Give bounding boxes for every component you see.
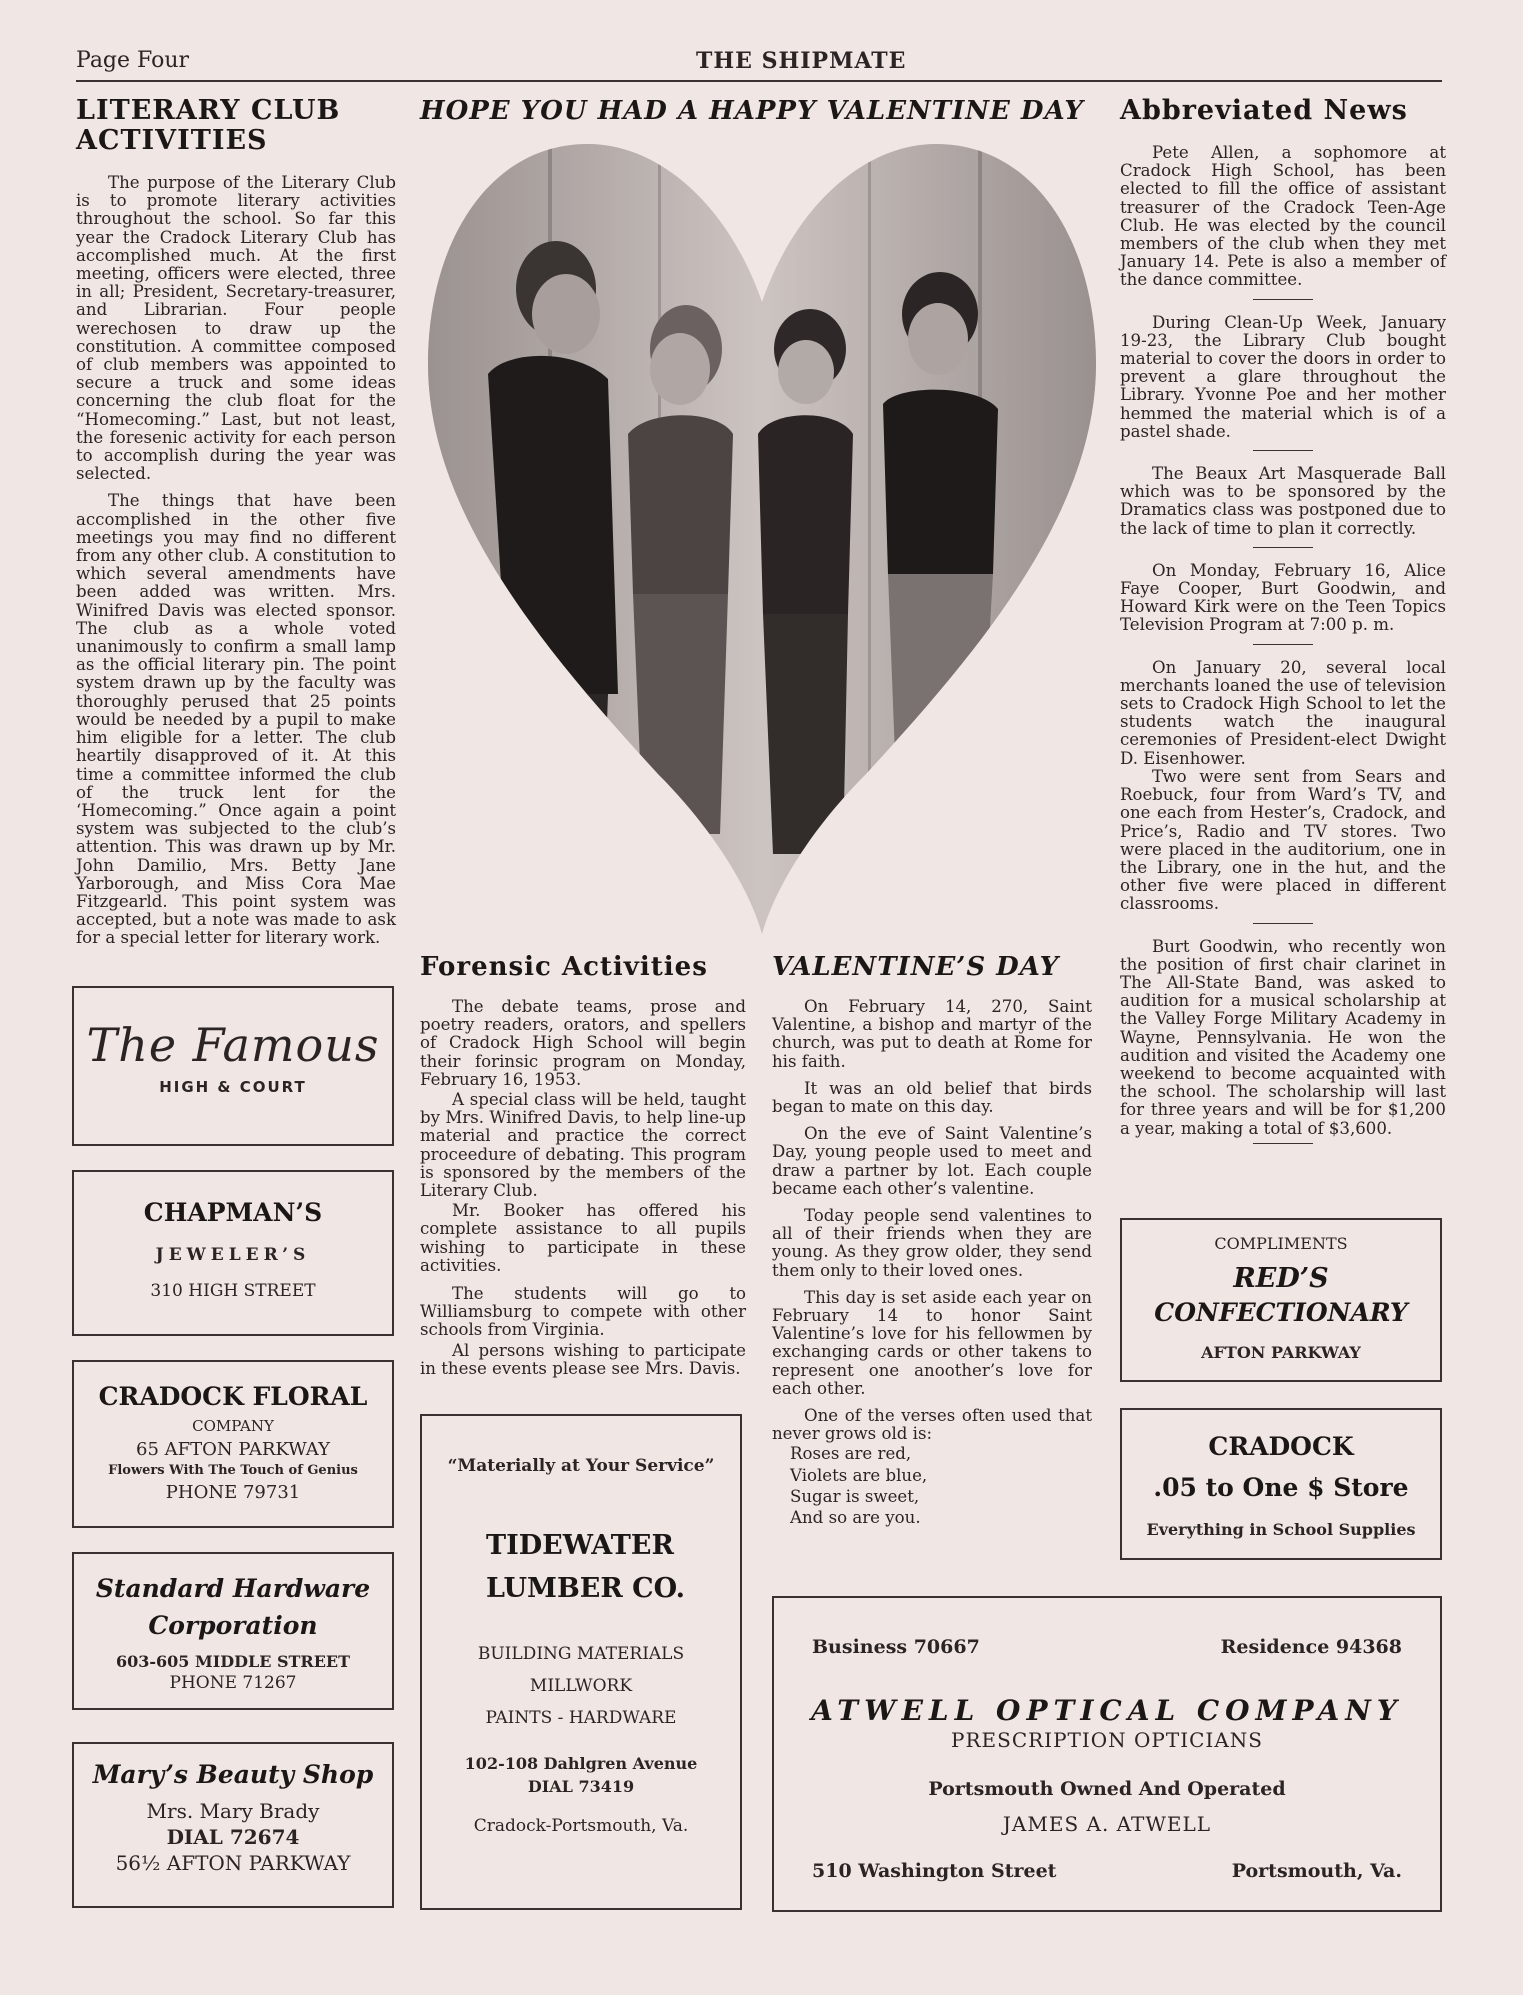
ad-tidewater-lumber (420, 1414, 742, 1910)
news-item: Two were sent from Sears and Roebuck, four from Ward’s TV, and one each from Hester’s, Cradock, and Price’s, Radio and TV stores. Two were placed in the auditorium, one in the Library, one in the hut, and the other five were placed in different classrooms. (1120, 766, 1446, 914)
beauty-name: Mary’s Beauty Shop (92, 1760, 374, 1789)
forensic-para: Mr. Booker has offered his complete assistance to all pupils wishing to participate in these activities. (420, 1201, 746, 1275)
news-separator (1253, 644, 1313, 645)
verse-line: Roses are red, (790, 1444, 912, 1464)
ad-standard-hardware (72, 1552, 394, 1710)
news-separator (1253, 450, 1313, 451)
forensic-para: A special class will be held, taught by Mrs. Winifred Davis, to help line-up material and practice the correct proceedure of debating. This program is sponsored by the members of the Literary Club. (420, 1090, 746, 1201)
literary-body (76, 174, 396, 948)
store-name2: .05 to One $ Store (1153, 1473, 1409, 1502)
reds-top: COMPLIMENTS (1214, 1234, 1348, 1253)
beauty-dial: DIAL 72674 (166, 1825, 300, 1849)
news-article (1120, 96, 1446, 1158)
atwell-address: 510 Washington Street (812, 1860, 1057, 1882)
hardware-name2: Corporation (148, 1611, 318, 1640)
reds-name2: CONFECTIONARY (1154, 1298, 1408, 1327)
atwell-sub: PRESCRIPTION OPTICIANS (951, 1728, 1263, 1752)
valentine-banner: HOPE YOU HAD A HAPPY VALENTINE DAY (420, 96, 1084, 126)
atwell-residence: Residence 94368 (1220, 1636, 1402, 1658)
beauty-owner: Mrs. Mary Brady (146, 1799, 320, 1823)
page-number: Page Four (76, 48, 190, 73)
news-separator (1253, 299, 1313, 300)
hardware-address: 603-605 MIDDLE STREET (115, 1652, 351, 1671)
news-item: On January 20, several local merchants loaned the use of television sets to Cradock High School to let the students watch the inaugural ceremonies of President-elect Dwight D. Eisenhower. (1120, 657, 1446, 768)
ad-chapmans (72, 1170, 394, 1336)
verse-line: Violets are blue, (790, 1465, 928, 1485)
news-item: On Monday, February 16, Alice Faye Cooper, Burt Goodwin, and Howard Kirk were on the Teen Topics Television Program at 7:00 p. m. (1120, 560, 1446, 635)
reds-name1: RED’S (1233, 1263, 1329, 1294)
heart-photo (428, 134, 1096, 944)
reds-address: AFTON PARKWAY (1201, 1343, 1361, 1362)
news-separator (1253, 1143, 1313, 1144)
floral-line2: COMPANY (192, 1417, 274, 1435)
valentines-body (772, 998, 1092, 1527)
floral-address: 65 AFTON PARKWAY (136, 1439, 330, 1460)
valentines-para: On the eve of Saint Valentine’s Day, young people used to meet and draw a partner by lot. Each couple became each other’s valentine. (772, 1124, 1092, 1198)
famous-logo: The Famous (86, 1018, 380, 1072)
floral-slogan: Flowers With The Touch of Genius (108, 1463, 358, 1478)
news-item: Pete Allen, a sophomore at Cradock High School, has been elected to fill the office of assistant treasurer of the Cradock Teen-Age Club. He was elected by the council members of the club when they met January 14. Pete is also a member of the dance committee. (1120, 143, 1446, 290)
news-title: Abbreviated News (1120, 95, 1408, 126)
tidewater-name2: LUMBER CO. (486, 1573, 686, 1604)
atwell-city: Portsmouth, Va. (1231, 1860, 1402, 1882)
verse-line: Sugar is sweet, (790, 1486, 920, 1506)
hardware-phone: PHONE 71267 (169, 1673, 297, 1693)
store-name1: CRADOCK (1208, 1432, 1354, 1461)
ad-marys-beauty-shop (72, 1742, 394, 1908)
valentines-para: It was an old belief that birds began to mate on this day. (772, 1078, 1092, 1117)
tidewater-line3: PAINTS - HARDWARE (485, 1708, 677, 1728)
ad-cradock-store (1120, 1408, 1442, 1560)
literary-title: LITERARY CLUB ACTIVITIES (76, 95, 341, 156)
forensic-para: Al persons wishing to participate in these events please see Mrs. Davis. (420, 1340, 746, 1378)
ad-cradock-floral (72, 1360, 394, 1528)
forensic-para: The debate teams, prose and poetry readers, orators, and spellers of Cradock High School will begin their forinsic program on Monday, February 16, 1953. (420, 997, 746, 1089)
floral-name: CRADOCK FLORAL (98, 1382, 368, 1411)
tidewater-name1: TIDEWATER (486, 1530, 674, 1561)
atwell-business: Business 70667 (812, 1636, 980, 1658)
news-item: During Clean-Up Week, January 19-23, the Library Club bought material to cover the doors in order to prevent a glare throughout the Library. Yvonne Poe and her mother hemmed the material which is of a pastel shade. (1120, 312, 1446, 441)
ad-the-famous (72, 986, 394, 1146)
store-slogan: Everything in School Supplies (1146, 1520, 1416, 1539)
tidewater-dial: DIAL 73419 (527, 1777, 635, 1796)
valentines-para: On February 14, 270, Saint Valentine, a bishop and martyr of the church, was put to death at Rome for his faith. (772, 997, 1092, 1071)
ad-reds-confectionary (1120, 1218, 1442, 1382)
tidewater-address: 102-108 Dahlgren Avenue (464, 1754, 698, 1773)
literary-article (76, 96, 396, 957)
tidewater-city: Cradock-Portsmouth, Va. (473, 1816, 689, 1836)
forensic-title: Forensic Activities (420, 952, 708, 982)
tidewater-slogan: “Materially at Your Service” (447, 1456, 715, 1476)
atwell-name: ATWELL OPTICAL COMPANY (811, 1694, 1403, 1727)
beauty-address: 56½ AFTON PARKWAY (115, 1851, 351, 1875)
news-separator (1253, 923, 1313, 924)
forensic-article (420, 952, 746, 1387)
forensic-para: The students will go to Williamsburg to compete with other schools from Virginia. (420, 1284, 746, 1340)
paper-title: THE SHIPMATE (696, 48, 907, 74)
tidewater-line2: MILLWORK (529, 1676, 633, 1696)
hardware-name1: Standard Hardware (95, 1574, 371, 1603)
chapman-name: CHAPMAN’S (143, 1198, 323, 1227)
literary-p1: The purpose of the Literary Club is to promote literary activities throughout the school. So far this year the Cradock Literary Club has accomplished much. At the first meeting, officers were elected, three in all; President, Secretary-treasurer, and Librarian. Four people werechosen to draw up the constitution. A committee composed of club members was appointed to secure a truck and some ideas concerning the club float for the “Homecoming.” Last, but not least, the foresenic activity for each person to accomplish during the year was selected. (76, 173, 396, 484)
forensic-body (420, 998, 746, 1378)
news-item: The Beaux Art Masquerade Ball which was to be sponsored by the Dramatics class was postponed due to the lack of time to plan it correctly. (1120, 464, 1446, 538)
atwell-owned: Portsmouth Owned And Operated (928, 1778, 1286, 1800)
valentines-para: One of the verses often used that never grows old is: (772, 1406, 1092, 1444)
famous-sub: HIGH & COURT (159, 1078, 307, 1096)
news-item: Burt Goodwin, who recently won the position of first chair clarinet in The All-State Band, was asked to audition for a musical scholarship at the Valley Forge Military Academy in Wayne, Pennsylvania. He won the audition and visited the Academy one weekend to become acquainted with the school. The scholarship will last for three years and will be for $1,200 a year, making a total of $3,600. (1120, 936, 1446, 1138)
chapman-line2: JEWELER’S (155, 1245, 311, 1265)
valentines-article (772, 952, 1092, 1530)
valentines-title: VALENTINE’S DAY (772, 952, 1060, 982)
chapman-address: 310 HIGH STREET (150, 1281, 316, 1301)
verse-line: And so are you. (790, 1508, 921, 1528)
tidewater-line1: BUILDING MATERIALS (477, 1644, 685, 1664)
literary-p2: The things that have been accomplished in the other five meetings you may find no different from any other club. A constitution to which several amendments have been added was written. Mrs. Winifred Davis was elected sponsor. The club as a whole voted unanimously to confirm a small lamp as the official literary pin. The point system drawn up by the faculty was thoroughly perused that 25 points would be needed by a pupil to make him eligible for a letter. The club heartily disapproved of it. At this time a committee informed the club of the truck lent for the ‘Homecoming.” Once again a point system was subjected to the club’s attention. This was drawn up by Mr. John Damilio, Mrs. Betty Jane Yarborough, and Miss Cora Mae Fitzgearld. This point system was accepted, but a note was made to ask for a special letter for literary work. (76, 491, 396, 948)
header-rule (76, 80, 1442, 82)
valentines-para: This day is set aside each year on February 14 to honor Saint Valentine’s love for his fellowmen by exchanging cards or other takens to represent one anoother’s love for each other. (772, 1287, 1092, 1398)
ad-atwell-optical (772, 1596, 1442, 1912)
valentines-para: Today people send valentines to all of their friends when they are young. As they grow older, they send them only to their loved ones. (772, 1206, 1092, 1280)
news-separator (1253, 547, 1313, 548)
floral-phone: PHONE 79731 (165, 1482, 301, 1503)
atwell-owner: JAMES A. ATWELL (1002, 1812, 1212, 1836)
news-body (1120, 144, 1446, 1144)
